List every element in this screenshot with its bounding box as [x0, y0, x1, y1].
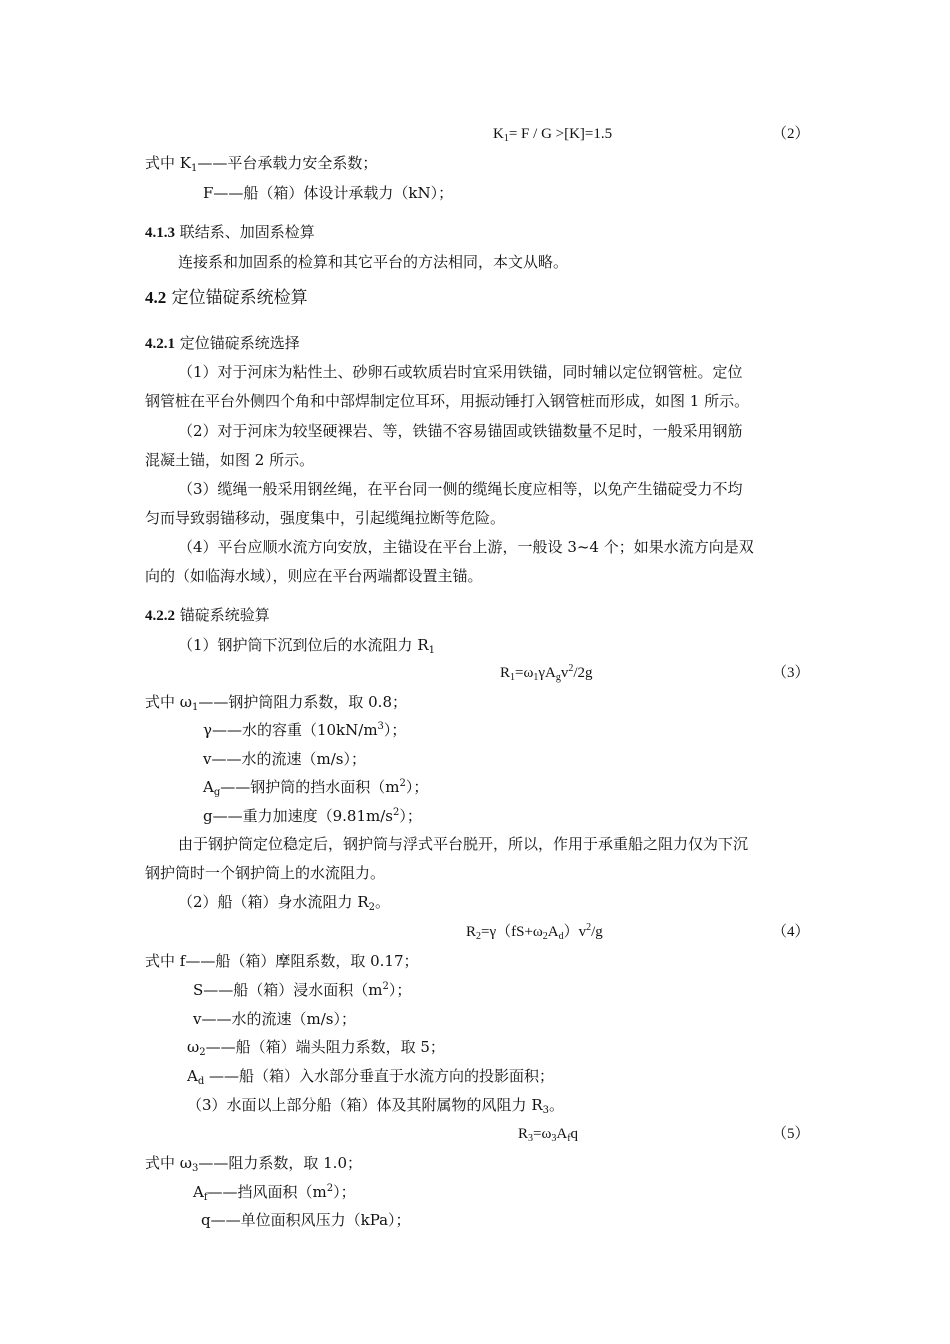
eq3-def: g——重力加速度$(9.81m/s^2)$；	[203, 807, 422, 825]
section-heading-4-1-3: 4.1.3 联结系、加固系检算	[145, 223, 315, 241]
eq3-def: γ——水的容重$(10kN/m^3)$；	[203, 721, 407, 739]
eq5-def: $A_f——$挡风面积$(m^2)$；	[193, 1183, 356, 1203]
paragraph-line: （4）平台应顺水流方向安放，主锚设在平台上游，一般设 3~4 个；如果水流方向是双	[178, 538, 754, 556]
eq4-def: $\omega_2——$船（箱）端头阻力系数，取 5；	[187, 1038, 445, 1058]
paragraph-line: 向的（如临海水域），则应在平台两端都设置主锚。	[145, 567, 483, 585]
eq4-def: S——船（箱）浸水面积$(m^2)$；	[193, 981, 412, 999]
eq3-def: $A_g——$钢护筒的挡水面积$(m^2)$；	[203, 778, 429, 798]
equation-5-number: （5）	[772, 1126, 810, 1142]
eq3-def: v——水的流速（m/s）；	[203, 750, 366, 768]
paragraph-line: 钢护筒时一个钢护筒上的水流阻力。	[145, 864, 386, 882]
eq5-def: 式中 $\omega_3——$阻力系数，取 1.0；	[145, 1154, 362, 1174]
eq4-def: 式中 f——船（箱）摩阻系数，取 0.17；	[145, 952, 419, 970]
paragraph-line: 由于钢护筒定位稳定后，钢护筒与浮式平台脱开，所以，作用于承重船之阻力仅为下沉	[178, 835, 749, 853]
equation-3-number: （3）	[772, 665, 810, 681]
eq4-def: v——水的流速（m/s）；	[193, 1010, 356, 1028]
eq2-def-f: F——船（箱）体设计承载力（kN）；	[203, 184, 454, 202]
paragraph-line: （1）对于河床为粘性土、砂卵石或软质岩时宜采用铁锚，同时辅以定位钢管桩。定位	[178, 363, 743, 381]
paragraph-line: 混凝土锚，如图 2 所示。	[145, 451, 315, 469]
section-heading-4-2-1: 4.2.1 定位锚碇系统选择	[145, 334, 300, 352]
paragraph-line: （2）对于河床为较坚硬裸岩、等，铁锚不容易锚固或铁锚数量不足时，一般采用钢筋	[178, 422, 743, 440]
equation-4: $R_2=\gamma(fS+\omega_2A_d)v^2/g$	[466, 922, 603, 942]
paragraph-line: （3）缆绳一般采用钢丝绳，在平台同一侧的缆绳长度应相等，以免产生锚碇受力不均	[178, 480, 743, 498]
equation-2: $K_1= F / G >[K]=1.5$	[493, 126, 613, 144]
equation-5: $R_3=\omega_3A_fq$	[518, 1126, 579, 1144]
paragraph-line: 钢管桩在平台外侧四个角和中部焊制定位耳环，用振动锤打入钢管桩而形成，如图 1 所示。	[145, 392, 750, 410]
section-heading-4-2-2: 4.2.2 锚碇系统验算	[145, 606, 270, 624]
eq5-def: q——单位面积风压力（kPa）；	[201, 1211, 411, 1229]
section-4-1-3-body: 连接系和加固系的检算和其它平台的方法相同，本文从略。	[178, 253, 569, 271]
eq3-def: 式中 $\omega_1——$钢护筒阻力系数，取 0.8；	[145, 693, 407, 713]
eq4-def: $A_d$ ——船（箱）入水部分垂直于水流方向的投影面积；	[187, 1067, 555, 1087]
paragraph-line: 匀而导致弱锚移动，强度集中，引起缆绳拉断等危险。	[145, 509, 506, 527]
item-3-heading: （3）水面以上部分船（箱）体及其附属物的风阻力 $R_3$。	[187, 1096, 564, 1116]
item-2-heading: （2）船（箱）身水流阻力 $R_2$。	[178, 893, 390, 913]
eq2-def-k1: 式中 $K_1——$平台承载力安全系数；	[145, 154, 378, 174]
equation-2-number: （2）	[772, 126, 810, 142]
item-1-heading: （1）钢护筒下沉到位后的水流阻力 $R_1$	[178, 636, 435, 656]
equation-3: $R_1=\omega_1\gamma A_gv^2/2g$	[500, 663, 593, 683]
equation-4-number: （4）	[772, 924, 810, 940]
section-heading-4-2: 4.2 定位锚碇系统检算	[145, 288, 308, 308]
